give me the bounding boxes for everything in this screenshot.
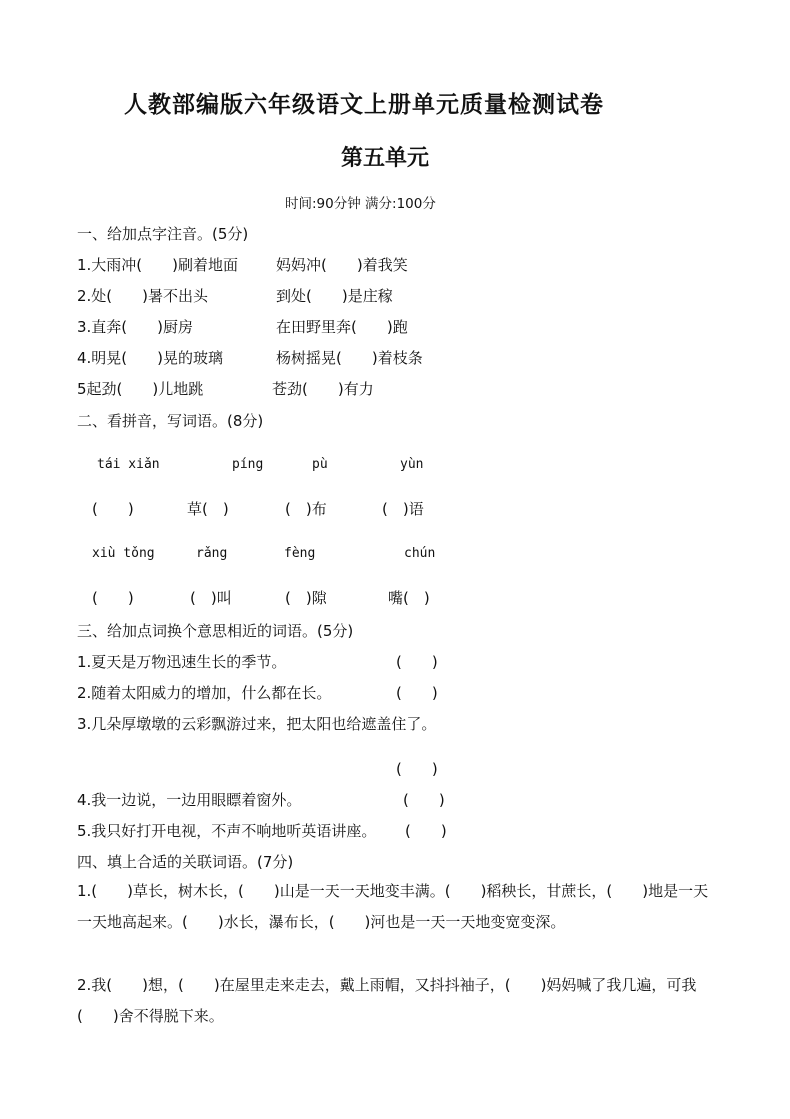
time-score-info: 时间:90分钟 满分:100分 (285, 196, 436, 212)
section-4-heading: 四、填上合适的关联词语。(7分) (77, 853, 294, 871)
answer-blank: ( )叫 (190, 589, 232, 607)
synonym-question: 4.我一边说，一边用眼瞟着窗外。 (77, 791, 302, 809)
answer-blank: ( ) (92, 589, 134, 607)
pinyin-item-left: 4.明晃( )晃的玻璃 (77, 349, 224, 367)
answer-blank: ( )布 (285, 500, 327, 518)
pinyin-item-left: 1.大雨冲( )刷着地面 (77, 256, 239, 274)
answer-blank: ( )语 (382, 500, 424, 518)
answer-blank: ( ) (405, 822, 447, 840)
pinyin-label: chún (404, 546, 436, 561)
pinyin-label: yùn (400, 457, 424, 472)
answer-blank: ( ) (396, 653, 438, 671)
pinyin-label: fèng (284, 546, 316, 561)
section-2-heading: 二、看拼音，写词语。(8分) (77, 412, 264, 430)
pinyin-label: xiù tǒng (92, 546, 155, 561)
pinyin-item-left: 5起劲( )儿地跳 (77, 380, 204, 398)
pinyin-item-right: 到处( )是庄稼 (276, 287, 393, 305)
section-3-heading: 三、给加点词换个意思相近的词语。(5分) (77, 622, 354, 640)
pinyin-item-right: 杨树摇晃( )着枝条 (276, 349, 423, 367)
synonym-question: 1.夏天是万物迅速生长的季节。 (77, 653, 287, 671)
section-1-heading: 一、给加点字注音。(5分) (77, 225, 249, 243)
unit-subtitle: 第五单元 (341, 145, 430, 171)
pinyin-item-right: 苍劲( )有力 (272, 380, 374, 398)
pinyin-label: rǎng (196, 546, 228, 561)
answer-blank: ( ) (396, 684, 438, 702)
answer-blank: 草( ) (187, 500, 229, 518)
conjunction-question: 1.( )草长，树木长，( )山是一天一天地变丰满。( )稻秧长，甘蔗长，( )地是一天一天地高起来。( )水长，瀑布长，( )河也是一天一天地变宽变深。 (77, 882, 709, 931)
pinyin-item-left: 2.处( )暑不出头 (77, 287, 209, 305)
answer-blank: ( )隙 (285, 589, 327, 607)
pinyin-item-right: 在田野里奔( )跑 (276, 318, 408, 336)
conjunction-question: 2.我( )想，( )在屋里走来走去，戴上雨帽，又抖抖袖子，( )妈妈喊了我几遍，可我( )舍不得脱下来。 (77, 976, 697, 1025)
synonym-question: 5.我只好打开电视，不声不响地听英语讲座。 (77, 822, 377, 840)
synonym-question: 3.几朵厚墩墩的云彩飘游过来，把太阳也给遮盖住了。 (77, 715, 437, 733)
pinyin-item-left: 3.直奔( )厨房 (77, 318, 194, 336)
synonym-question: 2.随着太阳威力的增加，什么都在长。 (77, 684, 332, 702)
pinyin-label: píng (232, 457, 264, 472)
exam-title: 人教部编版六年级语文上册单元质量检测试卷 (124, 91, 604, 118)
answer-blank: ( ) (396, 760, 438, 778)
pinyin-label: pù (312, 457, 328, 472)
answer-blank: 嘴( ) (388, 589, 430, 607)
pinyin-label: tái xiǎn (97, 457, 160, 472)
answer-blank: ( ) (92, 500, 134, 518)
answer-blank: ( ) (403, 791, 445, 809)
pinyin-item-right: 妈妈冲( )着我笑 (276, 256, 408, 274)
